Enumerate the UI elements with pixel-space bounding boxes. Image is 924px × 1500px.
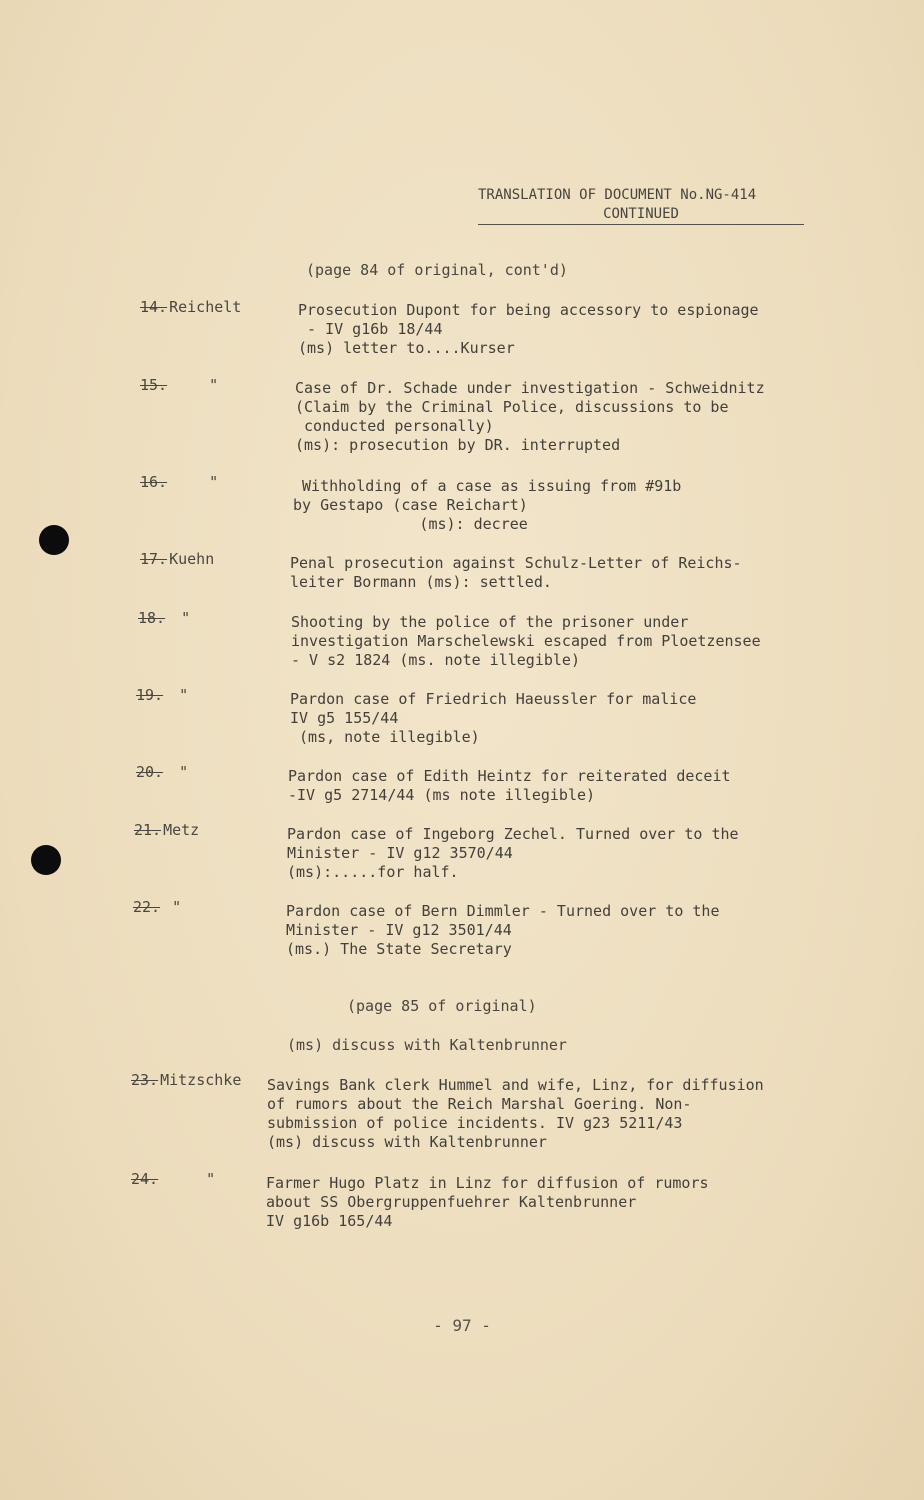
entry-text: Penal prosecution against Schulz-Letter of Reichs- leiter Bormann (ms): settled. — [290, 554, 742, 591]
entry-number: 15. — [140, 376, 168, 394]
entry-number: 18. — [138, 609, 166, 627]
entry-text: Pardon case of Friedrich Haeussler for malice IV g5 155/44 (ms, note illegible) — [290, 690, 697, 746]
entry-label — [134, 821, 199, 839]
entry-number: 23. — [131, 1071, 159, 1089]
entry-person: Mitzschke — [160, 1071, 242, 1089]
entry-number: 21. — [134, 821, 162, 839]
entry-number: 19. — [136, 686, 164, 704]
entry-label — [133, 898, 181, 916]
entry-number: 20. — [136, 763, 164, 781]
entry-person: " — [181, 609, 191, 627]
header-rule — [478, 224, 804, 225]
entry-label — [136, 686, 188, 704]
entry-person: Kuehn — [169, 550, 215, 568]
entry-person: " — [179, 763, 189, 781]
entry-person: Metz — [163, 821, 200, 839]
entry-text: Farmer Hugo Platz in Linz for diffusion of rumors about SS Obergruppenfuehrer Kaltenbrunner IV g16b 165/44 — [266, 1174, 709, 1230]
entry-number: 14. — [140, 298, 168, 316]
entry-text: Prosecution Dupont for being accessory to espionage - IV g16b 18/44 (ms) letter to....Kurser — [298, 301, 759, 357]
entry-label — [140, 473, 218, 491]
entry-number: 22. — [133, 898, 161, 916]
entry-label — [131, 1071, 241, 1089]
entry-text: Pardon case of Ingeborg Zechel. Turned over to the Minister - IV g12 3570/44 (ms):.....for half. — [287, 825, 739, 881]
entry-person: " — [209, 473, 219, 491]
entry-text: Pardon case of Edith Heintz for reiterated deceit -IV g5 2714/44 (ms note illegible) — [288, 767, 731, 804]
entry-label — [136, 763, 188, 781]
punch-hole-bottom — [31, 845, 61, 875]
entry-text: Savings Bank clerk Hummel and wife, Linz, for diffusion of rumors about the Reich Marshal Goering. Non- submission of police incidents. IV g23 5211/43 (ms) discuss with Kaltenbrunner — [267, 1076, 764, 1151]
page85-note: (ms) discuss with Kaltenbrunner — [287, 1036, 567, 1054]
document-header — [478, 186, 804, 225]
entry-text: Case of Dr. Schade under investigation - Schweidnitz (Claim by the Criminal Police, discussions to be conducted personally) (ms): prosecution by DR. interrupted — [295, 379, 765, 454]
entry-number: 16. — [140, 473, 168, 491]
entry-person: " — [172, 898, 182, 916]
entry-person: Reichelt — [169, 298, 242, 316]
page-reference-85: (page 85 of original) — [347, 997, 537, 1015]
entry-label — [131, 1170, 215, 1188]
page-reference-84: (page 84 of original, cont'd) — [306, 261, 568, 279]
entry-label — [140, 376, 218, 394]
entry-number: 17. — [140, 550, 168, 568]
page-number: - 97 - — [433, 1316, 491, 1335]
entry-label — [140, 298, 241, 316]
entry-person: " — [206, 1170, 216, 1188]
entry-person: " — [179, 686, 189, 704]
entry-label — [140, 550, 214, 568]
entry-text: Pardon case of Bern Dimmler - Turned over to the Minister - IV g12 3501/44 (ms.) The State Secretary — [286, 902, 720, 958]
entry-text: Withholding of a case as issuing from #91b by Gestapo (case Reichart) (ms): decree — [293, 477, 682, 533]
punch-hole-top — [39, 525, 69, 555]
header-title: TRANSLATION OF DOCUMENT No.NG-414 — [478, 187, 757, 203]
entry-text: Shooting by the police of the prisoner under investigation Marschelewski escaped from Ploetzensee - V s2 1824 (ms. note illegible) — [291, 613, 761, 669]
entry-person: " — [209, 376, 219, 394]
entry-label — [138, 609, 190, 627]
entry-number: 24. — [131, 1170, 159, 1188]
header-subtitle: CONTINUED — [603, 206, 679, 222]
